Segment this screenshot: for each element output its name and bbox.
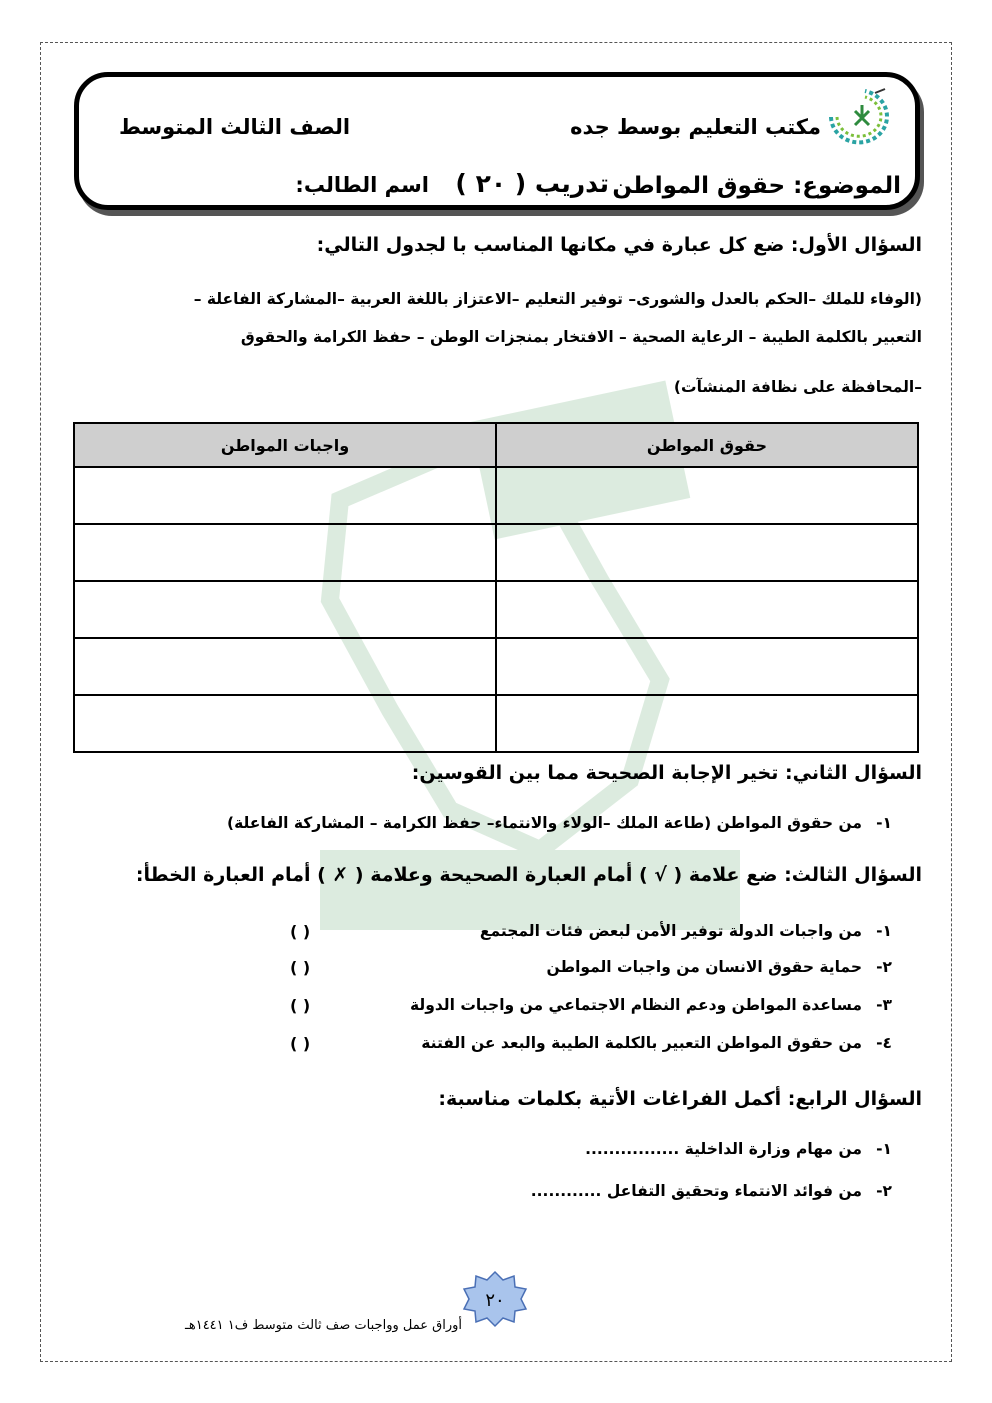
header-box: [74, 72, 920, 210]
q1-options-line1: (الوفاء للملك –الحكم بالعدل والشورى– توفير التعليم –الاعتزاز باللغة العربية –المشاركة الفاعلة –: [193, 290, 922, 308]
table-row: [74, 695, 918, 752]
q3-item-1: ١-من واجبات الدولة توفير الأمن لبعض فئات المجتمع: [479, 922, 892, 940]
q3-title: السؤال الثالث: ضع علامة ( √ ) أمام العبارة الصحيحة وعلامة ( ✗ ) أمام العبارة الخطأ:: [135, 864, 922, 886]
subject-label: الموضوع: حقوق المواطن: [612, 173, 901, 199]
col-rights-header: حقوق المواطن: [496, 423, 918, 467]
answer-cell[interactable]: [74, 467, 496, 524]
answer-cell[interactable]: [74, 638, 496, 695]
q3-item-2: ٢-حماية حقوق الانسان من واجبات المواطن: [546, 958, 892, 976]
col-duties-header: واجبات المواطن: [74, 423, 496, 467]
footer-note: أوراق عمل وواجبات صف ثالث متوسط ف١ ١٤٤١هـ: [185, 1318, 462, 1333]
q3-item-4: ٤-من حقوق المواطن التعبير بالكلمة الطيبة والبعد عن الفتنة: [421, 1034, 892, 1052]
table-row: [74, 524, 918, 581]
answer-parentheses[interactable]: ( ): [290, 1034, 311, 1053]
table-row: [74, 638, 918, 695]
q1-options-line3: –المحافظة على نظافة المنشآت): [673, 378, 922, 396]
answer-cell[interactable]: [496, 638, 918, 695]
answer-cell[interactable]: [496, 467, 918, 524]
q2-item-1: ١-من حقوق المواطن (طاعة الملك –الولاء والانتماء– حفظ الكرامة – المشاركة الفاعلة): [226, 814, 892, 832]
answer-cell[interactable]: [74, 524, 496, 581]
answer-parentheses[interactable]: ( ): [290, 996, 311, 1015]
drill-number: تدريب ( ٢٠ ): [455, 169, 609, 198]
q2-title: السؤال الثاني: تخير الإجابة الصحيحة مما بين القوسين:: [411, 762, 922, 784]
table-row: [74, 581, 918, 638]
page-number: ٢٠: [485, 1290, 505, 1311]
ministry-logo-icon: [825, 87, 899, 147]
student-name-label: اسم الطالب:: [295, 173, 429, 197]
answer-parentheses[interactable]: ( ): [290, 958, 311, 977]
answer-cell[interactable]: [496, 524, 918, 581]
page-number-badge: [460, 1270, 530, 1328]
answer-cell[interactable]: [496, 695, 918, 752]
rights-duties-table: [73, 422, 919, 753]
q1-options-line2: التعبير بالكلمة الطيبة – الرعاية الصحية – الافتخار بمنجزات الوطن – حفظ الكرامة والحقوق: [240, 328, 922, 346]
grade-label: الصف الثالث المتوسط: [119, 115, 351, 139]
answer-parentheses[interactable]: ( ): [290, 922, 311, 941]
q4-title: السؤال الرابع: أكمل الفراغات الأتية بكلمات مناسبة:: [438, 1088, 922, 1110]
answer-cell[interactable]: [74, 695, 496, 752]
table-row: [74, 467, 918, 524]
q1-title: السؤال الأول: ضع كل عبارة في مكانها المناسب با لجدول التالي:: [316, 234, 922, 256]
answer-cell[interactable]: [74, 581, 496, 638]
q3-item-3: ٣-مساعدة المواطن ودعم النظام الاجتماعي من واجبات الدولة: [410, 996, 892, 1014]
q4-item-1: ١-من مهام وزارة الداخلية ................: [585, 1140, 892, 1158]
answer-cell[interactable]: [496, 581, 918, 638]
office-name: مكتب التعليم بوسط جده: [570, 115, 821, 139]
q4-item-2: ٢-من فوائد الانتماء وتحقيق التفاعل ............: [530, 1182, 892, 1200]
